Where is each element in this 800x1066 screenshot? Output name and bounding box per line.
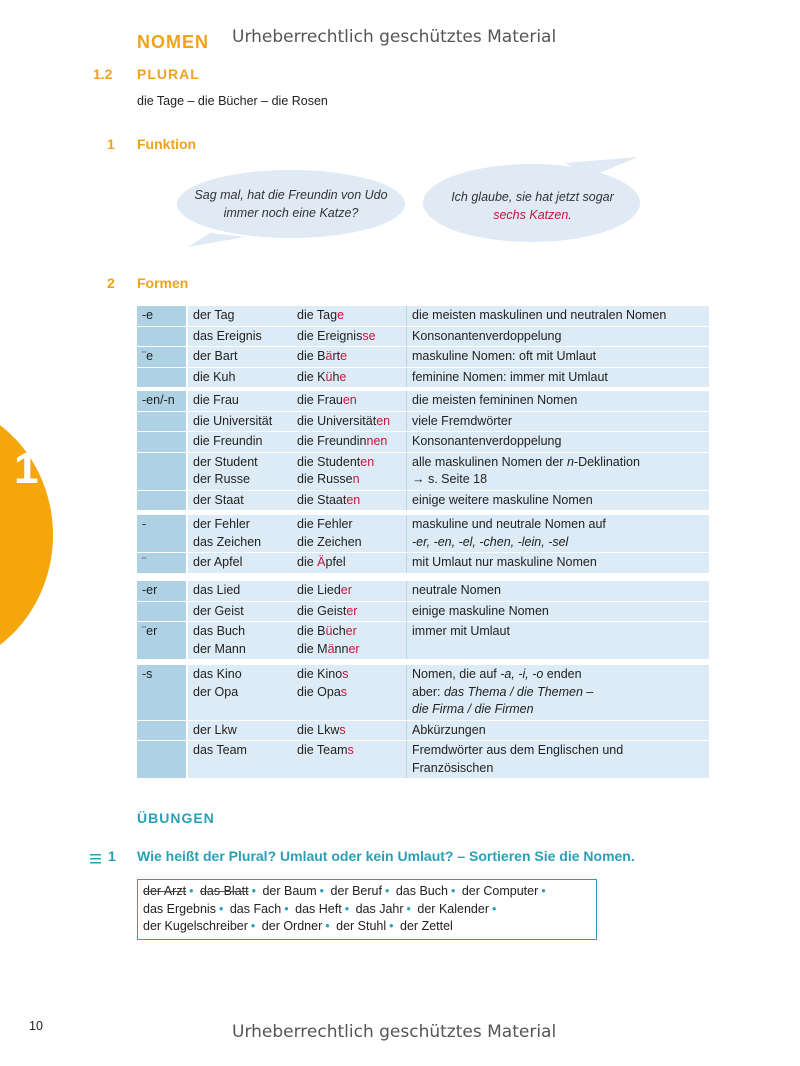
speech-bubble-left-text: Sag mal, hat die Freundin von Udo immer noch eine Katze?: [194, 188, 388, 220]
word: der Kalender: [417, 901, 489, 916]
ending-cell: -s: [137, 665, 187, 720]
chapter-number: 1: [14, 444, 39, 493]
note-cell: alle maskulinen Nomen der n-Deklination → s. Seite 18: [407, 452, 710, 490]
plural-cell: die Teams: [292, 741, 407, 779]
ending-cell: [137, 741, 187, 779]
word-crossed: das Blatt: [199, 884, 249, 898]
plural-cell: die Ereignisse: [292, 326, 407, 347]
note-cell: Konsonantenverdoppelung: [407, 326, 710, 347]
table-row: [137, 665, 709, 720]
plural-table-s: [137, 665, 709, 779]
speech-bubble-right-text: Ich glaube, sie hat jetzt sogar sechs Katzen.: [451, 190, 614, 222]
plural-table-er: [137, 581, 709, 660]
table-row: [137, 306, 709, 326]
ending-cell: ¨er: [137, 622, 187, 660]
table-row: [137, 515, 709, 553]
plural-cell: die Bärte: [292, 347, 407, 368]
singular-cell: der Bart: [187, 347, 292, 368]
note-cell: die meisten femininen Nomen: [407, 391, 710, 411]
plural-cell: die Kinos die Opas: [292, 665, 407, 720]
word: das Heft: [295, 901, 342, 916]
table-row: [137, 367, 709, 388]
singular-cell: der Staat: [187, 490, 292, 511]
ending-cell: [137, 367, 187, 388]
ending-cell: [137, 720, 187, 741]
table-row: [137, 553, 709, 574]
ending-cell: ¨: [137, 553, 187, 574]
word: der Ordner: [261, 919, 323, 933]
section-title: PLURAL: [137, 66, 200, 82]
subsection-number: 1: [107, 136, 115, 152]
note-cell: Nomen, die auf -a, -i, -o enden aber: das Thema / die Themen – die Firma / die Firmen: [407, 665, 710, 720]
word-box: der Arzt • das Blatt • der Baum • der Beruf • das Buch • der Computer • das Ergebnis • das Fach • das Heft • das Jahr • der Kalender • der Kugelschreiber • der Ordner • der Stuhl • der Zettel: [137, 879, 597, 940]
ending-cell: -en/-n: [137, 391, 187, 411]
ending-cell: -: [137, 515, 187, 553]
singular-cell: die Universität: [187, 411, 292, 432]
singular-cell: der Lkw: [187, 720, 292, 741]
note-cell: feminine Nomen: immer mit Umlaut: [407, 367, 710, 388]
exercise-instruction: Wie heißt der Plural? Umlaut oder kein Umlaut? – Sortieren Sie die Nomen.: [137, 848, 635, 864]
table-row: [137, 601, 709, 622]
table-row: [137, 581, 709, 601]
singular-cell: das Team: [187, 741, 292, 779]
word: der Kugelschreiber: [143, 919, 248, 933]
table-row: [137, 432, 709, 453]
plural-cell: die Freundinnen: [292, 432, 407, 453]
table-row: [137, 622, 709, 660]
singular-cell: der Tag: [187, 306, 292, 326]
subsection-number: 2: [107, 275, 115, 291]
singular-cell: die Kuh: [187, 367, 292, 388]
singular-cell: der Fehler das Zeichen: [187, 515, 292, 553]
note-cell: einige weitere maskuline Nomen: [407, 490, 710, 511]
ending-cell: [137, 601, 187, 622]
ending-cell: [137, 452, 187, 490]
plural-cell: die Bücher die Männer: [292, 622, 407, 660]
singular-cell: die Freundin: [187, 432, 292, 453]
word: der Stuhl: [336, 919, 387, 933]
note-cell: die meisten maskulinen und neutralen Nomen: [407, 306, 710, 326]
plural-cell: die Staaten: [292, 490, 407, 511]
note-cell: Fremdwörter aus dem Englischen und Französischen: [407, 741, 710, 779]
singular-cell: die Frau: [187, 391, 292, 411]
word: der Computer: [461, 884, 539, 898]
singular-cell: der Geist: [187, 601, 292, 622]
plural-table-zero: [137, 515, 709, 574]
watermark-top: Urheberrechtlich geschütztes Material: [232, 27, 557, 47]
plural-cell: die Universitäten: [292, 411, 407, 432]
ending-cell: [137, 326, 187, 347]
plural-table-en: [137, 391, 709, 511]
plural-cell: die Frauen: [292, 391, 407, 411]
table-row: [137, 347, 709, 368]
plural-example: die Tage – die Bücher – die Rosen: [137, 94, 328, 108]
subsection-title-formen: Formen: [137, 275, 189, 291]
note-cell: viele Fremdwörter: [407, 411, 710, 432]
section-label: NOMEN: [137, 32, 209, 52]
speech-bubble-tail-left: [188, 233, 245, 247]
singular-cell: das Kino der Opa: [187, 665, 292, 720]
plural-cell: die Äpfel: [292, 553, 407, 574]
ending-cell: [137, 490, 187, 511]
table-row: [137, 452, 709, 490]
exercises-heading: ÜBUNGEN: [137, 810, 215, 826]
singular-cell: der Student der Russe: [187, 452, 292, 490]
ending-cell: -e: [137, 306, 187, 326]
plural-cell: die Fehler die Zeichen: [292, 515, 407, 553]
table-row: [137, 391, 709, 411]
exercise-number: 1: [108, 848, 116, 864]
plural-cell: die Lieder: [292, 581, 407, 601]
table-row: [137, 326, 709, 347]
note-cell: maskuline und neutrale Nomen auf -er, -en, -el, -chen, -lein, -sel: [407, 515, 710, 553]
singular-cell: das Ereignis: [187, 326, 292, 347]
plural-cell: die Geister: [292, 601, 407, 622]
ending-cell: [137, 411, 187, 432]
word: das Fach: [229, 901, 282, 916]
ending-cell: ¨e: [137, 347, 187, 368]
note-cell: maskuline Nomen: oft mit Umlaut: [407, 347, 710, 368]
plural-cell: die Lkws: [292, 720, 407, 741]
ending-cell: -er: [137, 581, 187, 601]
subsection-title-funktion: Funktion: [137, 136, 197, 152]
table-row: [137, 741, 709, 779]
table-row: [137, 411, 709, 432]
word: der Baum: [262, 884, 317, 898]
note-cell: mit Umlaut nur maskuline Nomen: [407, 553, 710, 574]
plural-cell: die Kühe: [292, 367, 407, 388]
singular-cell: das Lied: [187, 581, 292, 601]
page-number: 10: [29, 1019, 43, 1033]
word: das Jahr: [355, 901, 404, 916]
ending-cell: [137, 432, 187, 453]
singular-cell: das Buch der Mann: [187, 622, 292, 660]
table-row: [137, 720, 709, 741]
word: das Ergebnis: [143, 901, 216, 916]
chapter-tab-disc: [0, 400, 53, 670]
note-cell: immer mit Umlaut: [407, 622, 710, 660]
plural-cell: die Tage: [292, 306, 407, 326]
plural-cell: die Studenten die Russen: [292, 452, 407, 490]
watermark-bottom: Urheberrechtlich geschütztes Material: [232, 1022, 557, 1042]
plural-table-e: [137, 306, 709, 388]
section-number: 1.2: [93, 66, 113, 82]
note-cell: Abkürzungen: [407, 720, 710, 741]
equals-lines-icon: [90, 851, 102, 869]
note-cell: neutrale Nomen: [407, 581, 710, 601]
note-cell: einige maskuline Nomen: [407, 601, 710, 622]
word: der Zettel: [400, 919, 453, 933]
singular-cell: der Apfel: [187, 553, 292, 574]
table-row: [137, 490, 709, 511]
word: das Buch: [395, 884, 448, 898]
note-cell: Konsonantenverdoppelung: [407, 432, 710, 453]
word: der Beruf: [330, 884, 382, 898]
word-crossed: der Arzt: [143, 884, 187, 898]
